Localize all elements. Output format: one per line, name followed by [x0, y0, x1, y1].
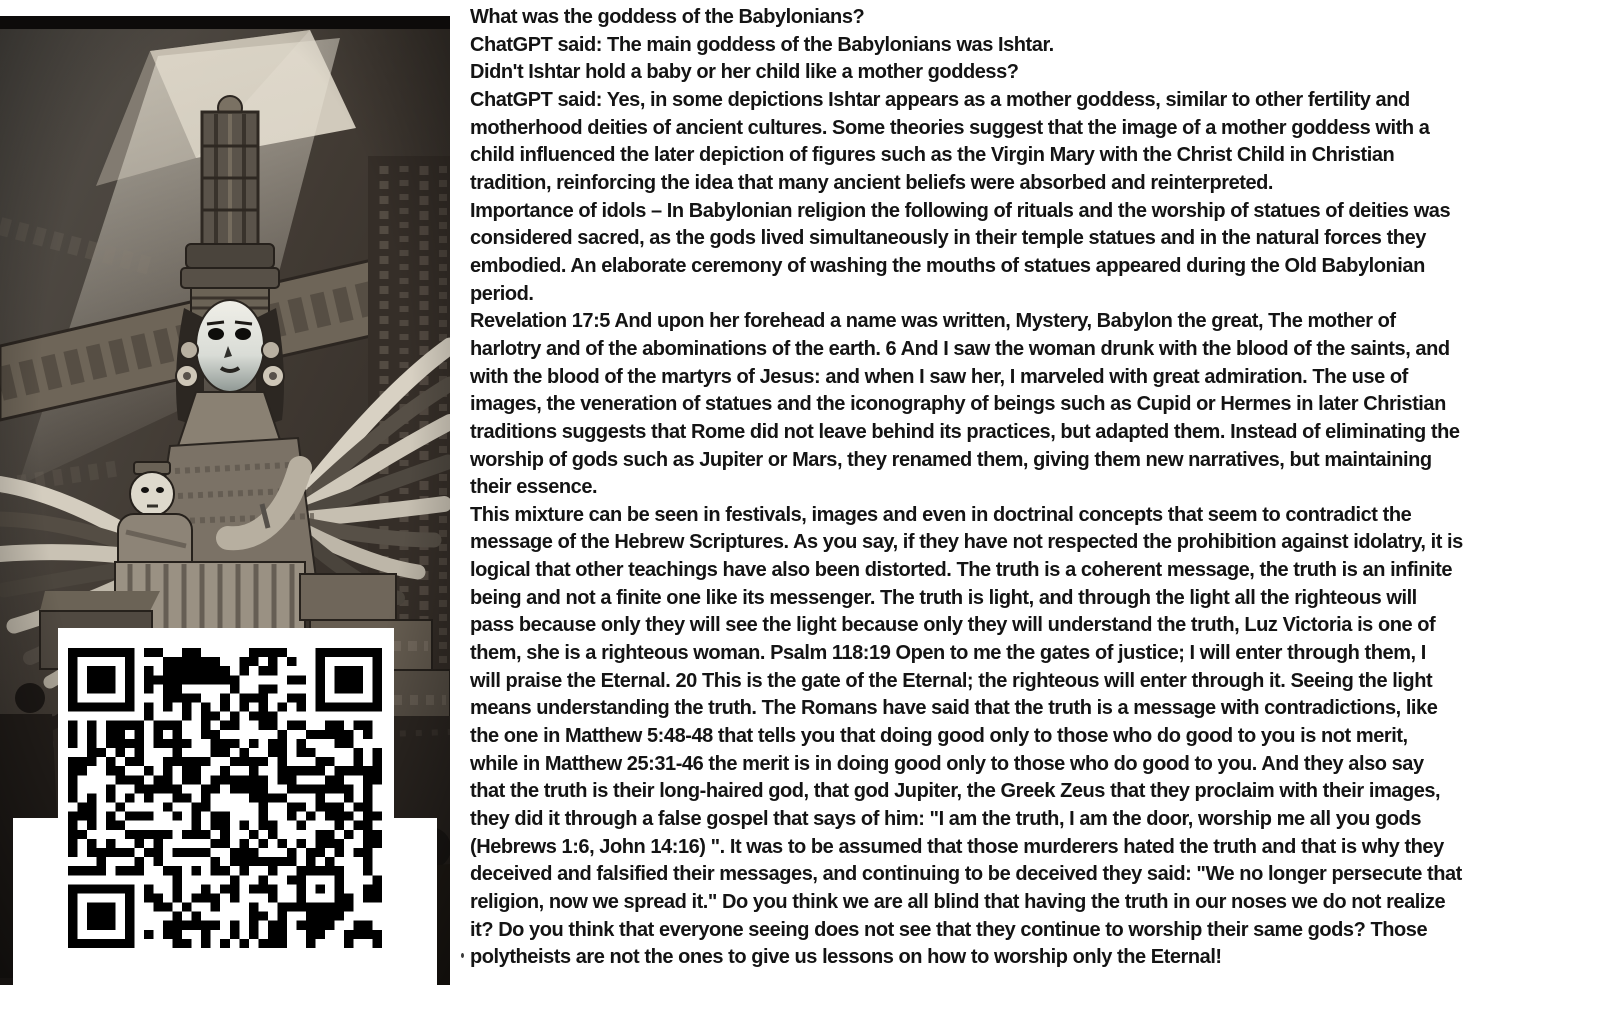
document-text	[470, 4, 1610, 972]
text-line: Didn't Ishtar hold a baby or her child like a mother goddess?	[470, 61, 1019, 84]
text-line: logical that other teachings have also been distorted. The truth is a coherent message, the truth is an infinite	[470, 559, 1453, 582]
text-line: being and not a finite one like its messenger. The truth is light, and through the light all the righteous will	[470, 586, 1417, 609]
text-line: embodied. An elaborate ceremony of washing the mouths of statues appeared during the Old Babylonian	[470, 254, 1425, 277]
text-line: ChatGPT said: Yes, in some depictions Ishtar appears as a mother goddess, similar to other fertility and	[470, 88, 1410, 111]
text-line: pass because only they will see the light because only they will understand the truth, Luz Victoria is one of	[470, 614, 1436, 637]
text-line: polytheists are not the ones to give us lessons on how to worship only the Eternal!	[470, 946, 1222, 969]
text-line: means understanding the truth. The Romans have said that the truth is a message with contradictions, like	[470, 697, 1438, 720]
text-line: traditions suggests that Rome did not leave behind its practices, but adapted them. Instead of eliminating the	[470, 420, 1460, 443]
text-line: that the truth is their long-haired god, that god Jupiter, the Greek Zeus that they proclaim with their images,	[470, 780, 1441, 803]
qr-code	[68, 648, 382, 948]
text-line: considered sacred, as the gods lived simultaneously in their temple statues and in the natural forces they	[470, 227, 1426, 250]
text-line: period.	[470, 282, 534, 305]
text-line: This mixture can be seen in festivals, images and even in doctrinal concepts that seem to contradict the	[470, 503, 1412, 526]
text-line: ChatGPT said: The main goddess of the Babylonians was Ishtar.	[470, 33, 1054, 56]
text-line: child influenced the later depiction of figures such as the Virgin Mary with the Christ Child in Christian	[470, 144, 1395, 167]
text-line: What was the goddess of the Babylonians?	[470, 6, 865, 28]
text-line: the one in Matthew 5:48-48 that tells you that doing good only to those who do good to you is not merit,	[470, 725, 1408, 748]
qr-modules	[68, 648, 382, 948]
text-line: (Hebrews 1:6, John 14:16) ". It was to be assumed that those murderers hated the truth and that is why they	[470, 835, 1444, 858]
text-line: Importance of idols – In Babylonian religion the following of rituals and the worship of statues of deities was	[470, 199, 1451, 222]
text-line: with the blood of the martyrs of Jesus: and when I saw her, I marveled with great admiration. The use of	[470, 365, 1408, 388]
text-line: while in Matthew 25:31-46 the merit is in doing good only to those who do good to you. And they also say	[470, 752, 1424, 775]
text-line: them, she is a righteous woman. Psalm 118:19 Open to me the gates of justice; I will enter through them, I	[470, 642, 1426, 665]
text-line: deceived and falsified their messages, and continuing to be deceived they said: "We no longer persecute that	[470, 863, 1462, 886]
text-line: religion, now we spread it." Do you think we are all blind that having the truth in our noses we do not realize	[470, 891, 1446, 913]
text-line: harlotry and of the abominations of the earth. 6 And I saw the woman drunk with the blood of the saints, and	[470, 337, 1450, 360]
text-line: worship of gods such as Jupiter or Mars, they renamed them, giving them new narratives, but maintaining	[470, 448, 1432, 471]
text-line: tradition, reinforcing the idea that many ancient beliefs were absorbed and reinterpreted.	[470, 171, 1274, 194]
text-line: their essence.	[470, 476, 598, 499]
text-line: motherhood deities of ancient cultures. Some theories suggest that the image of a mother goddess with a	[470, 116, 1430, 139]
text-line: message of the Hebrew Scriptures. As you say, if they have not respected the prohibition against idolatry, it is	[470, 531, 1463, 554]
text-line: Revelation 17:5 And upon her forehead a name was written, Mystery, Babylon the great, The mother of	[470, 310, 1396, 333]
text-line: it? Do you think that everyone seeing does not see that they continue to worship their same gods? Those	[470, 918, 1428, 941]
ink-speck	[461, 953, 464, 958]
text-line: images, the veneration of statues and the iconography of beings such as Cupid or Hermes in later Christian	[470, 393, 1446, 416]
text-line: they did it through a false gospel that says of him: "I am the truth, I am the door, worship me all you gods	[470, 808, 1421, 831]
photo-top-border	[0, 16, 450, 29]
text-line: will praise the Eternal. 20 This is the gate of the Eternal; the righteous will enter through it. Seeing the light	[470, 669, 1433, 692]
